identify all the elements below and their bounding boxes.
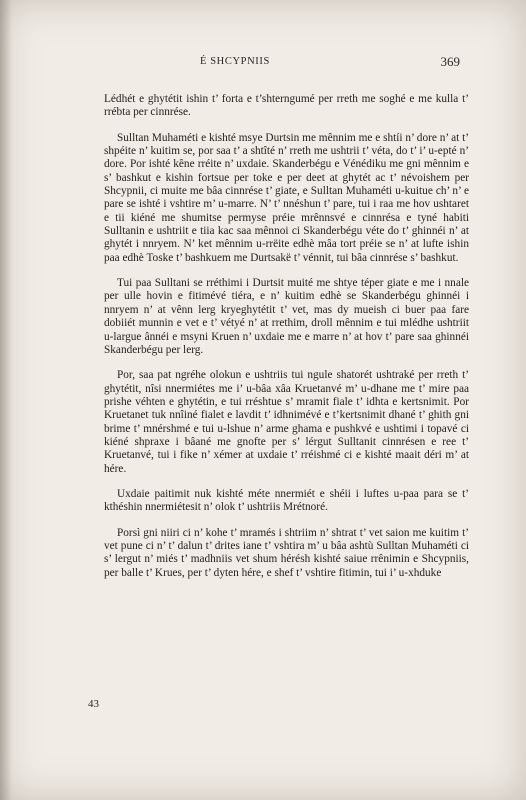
paragraph-6: Porsì gni niiri ci n’ kohe t’ mramés i shtriim n’ shtrat t’ vet saion me kuitim t’ vet pune ci n’ t’ dalun t’ drites iane t’ vshtira m’ u bâa ashtù Sulltan Muhaméti ci s’ lergut n’ miés t’ madhniis vet shum hérésh kishté saiue rrênimin e Shcypniis, per balle t’ Krues, per t’ dyten hére, e shef t’ vshtire fitimin, tui i’ u-xhduke: [104, 526, 469, 579]
signature-mark: 43: [88, 698, 99, 710]
running-head: [0, 56, 526, 76]
paragraph-1: Lédhét e ghytétit ishin t’ forta e t’shterngumé per rreth me soghé e me kulla t’ rrébta per cinnrése.: [104, 93, 469, 119]
paragraph-5: Uxdaie paitimit nuk kishté méte nnermiét e shéii i luftes u-paa para se t’ kthéshin nnermiétesit n’ olok t’ ushtriis Mrétnoré.: [104, 487, 469, 514]
paragraph-4: Por, saa pat ngréhe olokun e ushtriis tui ngule shatorét ushtraké per rreth t’ ghytétit, nîsi nnermiétes me i’ u-bâa xâa Kruetanvé m’ u-dhane me t’ mire paa prishe véhten e ghytétin, e tui rréshtue s’ mramit fiale t’ idhta e kertsnimit. Por Kruetanet tuk nnîiné fialet e lavdit t’ idhnimévé e t’kertsnimit dhané t’ ghith gni brime t’ mnérshmé e tui u-lshue n’ arme ghama e pushkvé e ushtimi i topavé ci kiéné shpraxe i bâané me gnofte per s’ lérgut Sulltanit cinnrésen e ree t’ Kruetanvé, tui i fike n’ xémer at uxdaie t’ rréishmé ci e kishté maait déri m’ at hére.: [104, 369, 469, 475]
page-number: 369: [440, 54, 460, 69]
paragraph-3: Tui paa Sulltani se rréthimi i Durtsit muité me shtye téper giate e me i nnale per ulle hovin e fitimévé tiéra, e n’ kuitim edhè se Skanderbégu ghinnéi i nnryem n’ at vênn lerg kryeghytétit t’ vet, mas dy mueish ci buer paa fare dobiiét munnin e vet e t’ vétyé n’ at rrethim, droll mênnim e tui mlédhe ushtriit u-largue ânnéi e msyni Kruen n’ uxdaie me e marre n’ at hov t’ pare saa ghinnéi Skanderbégu per lerg.: [104, 277, 469, 356]
running-head-title: É SHCYPNIIS: [200, 56, 270, 67]
page-spine-shadow: [0, 0, 12, 800]
paragraph-2: Sulltan Muhaméti e kishté msye Durtsin me mênnim me e shtíi n’ dore n’ at t’ shpéite n’ kuitim se, por saa t’ a shtîté n’ rreth me ushtrii t’ véta, do t’ i’ u-epté n’ dore. Por ishté kêne rréite n’ uxdaie. Skanderbégu e Vénédiku me gni mênnim e s’ bashkut e kishin fortsue per toke e per deet at ghytét ac t’ névoishem per Shcypnii, ci muite me bâa cinnrése t’ giate, e Sulltan Muhaméti u-kuitue ch’ n’ e pare se ishté i vshtire m’ u-marre. N’ t’ nnéshun t’ pare, tui i raa me hov ushtaret e tii kiéné me shumitse permyse préie mrênnsvé e cinnrésa e tyné habiti Sulltanin e ushtriit e tiia kac saa mênnoi ci Skanderbégu véte do t’ ghinnéi n’ at ghytét i nnryem. N’ ket mênnim u-rrëite edhè mâa tort préie se n’ at lufte ishin paa edhè Toske t’ bashkuem me Durtsakë t’ vénnit, tui bâa cinnrése s’ bashkut.: [104, 131, 469, 264]
body-text: [104, 93, 469, 592]
